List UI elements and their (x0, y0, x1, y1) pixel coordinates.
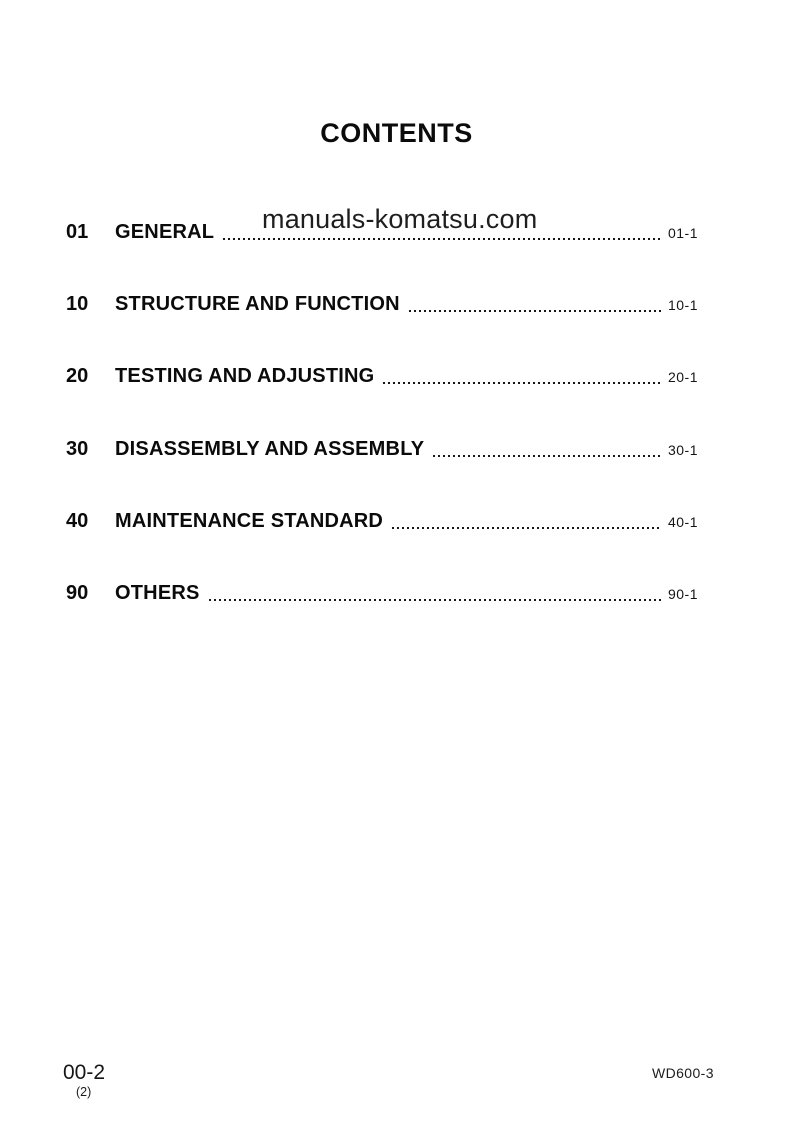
watermark-text: manuals-komatsu.com (262, 204, 538, 234)
dotted-leader (433, 455, 662, 458)
toc-section-number: 01 (66, 221, 89, 243)
dotted-leader (223, 238, 662, 241)
footer-model-code: WD600-3 (652, 1065, 714, 1081)
dotted-leader (383, 382, 662, 385)
toc-section-number: 40 (66, 510, 89, 532)
footer-page-number: 00-2 (63, 1061, 106, 1084)
toc-entry (66, 363, 698, 389)
toc-page-ref: 20-1 (667, 369, 698, 385)
toc-section-number: 30 (66, 438, 89, 460)
toc-page-ref: 01-1 (667, 225, 698, 241)
toc-section-number: 90 (66, 582, 89, 604)
toc-section-number: 20 (66, 365, 89, 387)
toc-section-label: STRUCTURE AND FUNCTION (115, 293, 400, 315)
toc-entry (66, 291, 698, 317)
toc-section-label: OTHERS (115, 582, 200, 604)
toc-entry (66, 508, 698, 534)
toc-section-label: GENERAL (115, 221, 215, 243)
toc-page-ref: 30-1 (667, 442, 698, 458)
toc-page-ref: 40-1 (667, 514, 698, 530)
toc-page-ref: 10-1 (667, 297, 698, 313)
toc-section-label: DISASSEMBLY AND ASSEMBLY (115, 438, 425, 460)
toc-section-label: MAINTENANCE STANDARD (115, 510, 384, 532)
dotted-leader (209, 599, 662, 602)
toc-entry (66, 580, 698, 606)
dotted-leader (409, 310, 662, 313)
footer-page-subnumber: (2) (76, 1085, 92, 1099)
toc-section-label: TESTING AND ADJUSTING (115, 365, 375, 387)
toc-page-ref: 90-1 (667, 586, 698, 602)
dotted-leader (392, 527, 662, 530)
toc-entry (66, 436, 698, 462)
page-title: CONTENTS (320, 118, 473, 148)
toc-section-number: 10 (66, 293, 89, 315)
